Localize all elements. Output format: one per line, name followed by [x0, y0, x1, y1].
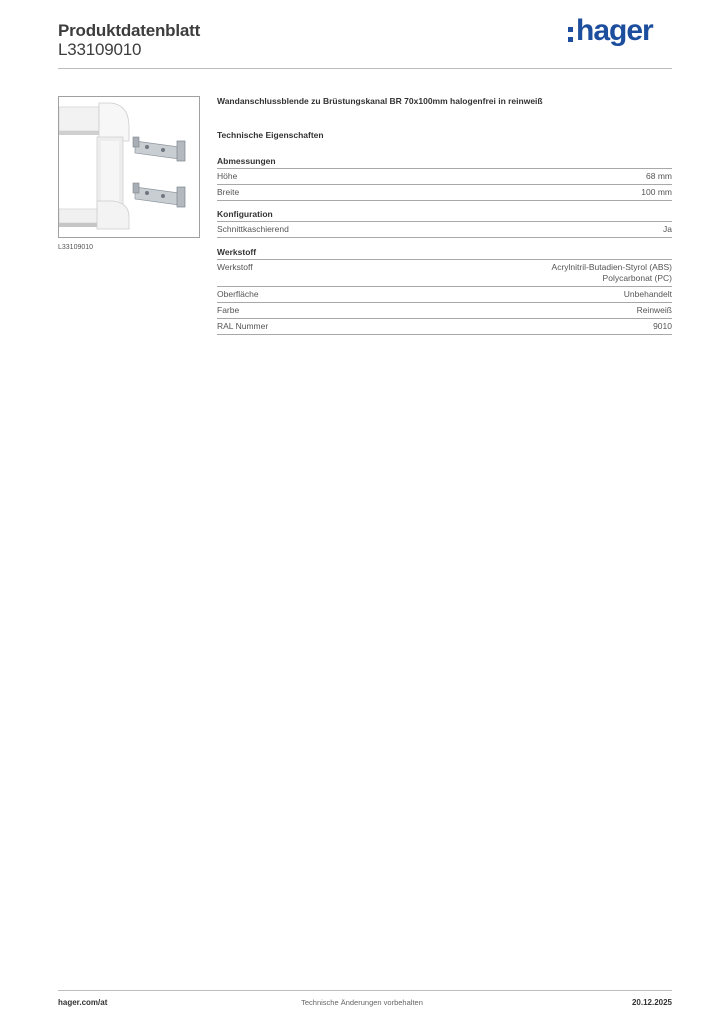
section-abmessungen — [217, 156, 672, 201]
footer-disclaimer: Technische Änderungen vorbehalten — [301, 998, 423, 1007]
row-label: Werkstoff — [217, 262, 253, 272]
section-title: Konfiguration — [217, 209, 672, 222]
product-illustration-icon — [59, 97, 199, 237]
hager-logo — [568, 14, 653, 48]
section-konfiguration — [217, 209, 672, 238]
row-value: 100 mm — [641, 187, 672, 197]
header-divider — [58, 68, 672, 69]
table-row — [217, 222, 672, 238]
row-value: 9010 — [653, 321, 672, 331]
footer-website-link[interactable]: hager.com/at — [58, 998, 108, 1007]
section-title: Werkstoff — [217, 247, 672, 260]
row-value: Reinweiß — [636, 305, 672, 315]
page-title: Produktdatenblatt — [58, 21, 201, 40]
row-value: Unbehandelt — [623, 289, 672, 299]
footer-date: 20.12.2025 — [631, 998, 672, 1007]
table-row — [217, 303, 672, 319]
row-value — [552, 262, 672, 284]
product-image — [58, 96, 200, 238]
row-label: Höhe — [217, 171, 238, 181]
image-caption: L33109010 — [58, 244, 94, 251]
row-label: Oberfläche — [217, 289, 259, 299]
table-row — [217, 287, 672, 303]
row-value-line: Acrylnitril-Butadien-Styrol (ABS) — [551, 262, 672, 272]
table-row — [217, 185, 672, 201]
section-werkstoff — [217, 247, 672, 335]
logo-text: hager — [576, 14, 653, 47]
row-value: Ja — [663, 224, 672, 234]
table-row — [217, 319, 672, 335]
product-description: Wandanschlussblende zu Brüstungskanal BR 70x100mm halogenfrei in reinweiß — [217, 96, 543, 106]
table-row — [217, 169, 672, 185]
row-label: Schnittkaschierend — [217, 224, 289, 234]
product-code: L33109010 — [58, 40, 142, 59]
row-value-line: Polycarbonat (PC) — [602, 273, 672, 283]
row-label: RAL Nummer — [217, 321, 269, 331]
section-title: Abmessungen — [217, 156, 672, 169]
logo-colon-icon — [568, 27, 573, 42]
tech-properties-heading: Technische Eigenschaften — [217, 130, 324, 140]
table-row — [217, 260, 672, 287]
row-label: Breite — [217, 187, 240, 197]
footer-divider — [58, 990, 672, 991]
row-label: Farbe — [217, 305, 240, 315]
row-value: 68 mm — [646, 171, 672, 181]
